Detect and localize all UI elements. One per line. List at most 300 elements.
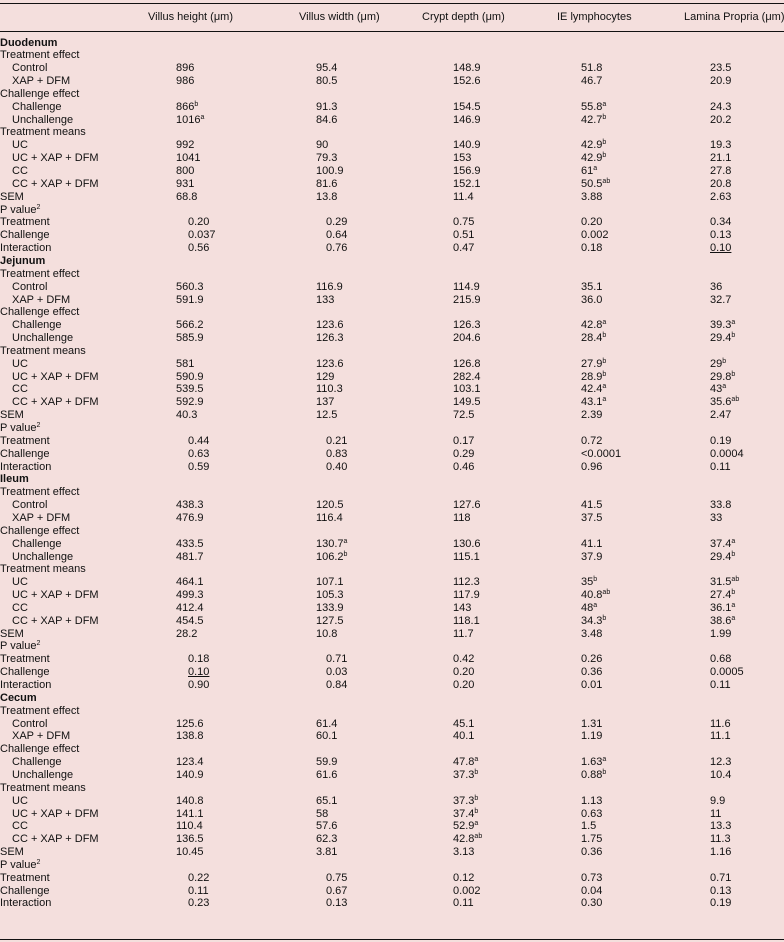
cell-value: 13.3 [710,820,732,833]
cell-value: 1.19 [581,730,603,743]
cell-value: 79.3 [316,152,338,165]
table-cell [710,383,726,396]
cell-value: 454.5 [176,614,204,627]
significance-letter: b [343,550,348,558]
cell-value: 12.5 [316,409,338,422]
row-label [0,191,24,204]
table-cell [581,512,602,525]
table-row [0,602,784,615]
cell-value: 84.6 [316,113,338,126]
group-label-row [0,49,784,62]
row-label-text: Unchallenge [12,113,74,126]
table-cell [176,396,204,409]
table-cell [316,332,344,345]
table-cell [581,165,597,178]
table-cell [316,512,343,525]
group-label-row [0,422,784,435]
row-label [0,435,50,448]
group-label-row [0,88,784,101]
cell-value: 0.0005 [710,666,744,679]
table-cell [316,589,344,602]
row-label-text: UC + XAP + DFM [12,370,99,383]
table-cell [710,409,731,422]
table-cell [176,589,204,602]
cell-value: 585.9 [176,332,204,345]
table-row [0,319,784,332]
cell-value: 9.9 [710,794,726,807]
table-cell [188,885,209,898]
table-row [0,461,784,474]
row-label [0,461,51,474]
cell-value: 37.5 [581,511,603,524]
row-label [12,808,99,821]
table-row [0,62,784,75]
cell-value: 116.4 [316,511,343,524]
table-row [0,666,784,679]
row-label-text: Challenge [0,884,50,897]
row-label-text: SEM [0,846,24,859]
table-cell [710,512,722,525]
row-label-text: P value [0,858,37,871]
section-heading-row [0,255,784,268]
cell-value: 126.3 [316,332,344,345]
cell-value: 800 [176,165,195,177]
table-cell [176,615,204,628]
row-label [0,859,40,872]
cell-value: 36.1 [710,601,732,614]
cell-value: 33 [710,511,723,524]
row-label [0,126,86,139]
table-cell [316,152,337,165]
row-label [12,139,28,152]
table-cell [316,820,337,833]
cell-value: <0.0001 [581,447,622,460]
cell-value: 21.1 [710,152,732,165]
cell-value: 29.4 [710,550,732,563]
table-row [0,615,784,628]
table-cell [710,589,735,602]
section-heading-row [0,473,784,486]
cell-value: 140.9 [176,768,204,781]
cell-value: 0.36 [581,846,603,859]
cell-value: 10.8 [316,627,338,640]
table-row [0,885,784,898]
cell-value: 37.3 [453,768,475,781]
significance-letter: b [593,576,598,584]
cell-value: 32.7 [710,293,732,306]
cell-value: 1.16 [710,846,732,859]
cell-value: 133 [316,293,335,306]
table-cell [316,319,344,332]
table-cell [176,538,204,551]
cell-value: 38.6 [710,614,732,627]
table-cell [453,178,481,191]
significance-letter: b [474,768,479,776]
row-label [12,795,28,808]
table-cell [453,795,478,808]
significance-letter: b [602,370,607,378]
row-label [12,576,28,589]
cell-value: 41.1 [581,537,603,550]
table-cell [176,281,204,294]
cell-value: 581 [176,357,195,370]
cell-value: 1.75 [581,833,603,846]
table-row [0,795,784,808]
row-label-text: Unchallenge [12,332,74,345]
table-cell [453,165,481,178]
cell-value: 592.9 [176,396,204,409]
row-label-text: Challenge [12,100,62,113]
row-label-text: CC + XAP + DFM [12,833,99,846]
cell-value: 40.8 [581,589,603,602]
table-row [0,846,784,859]
table-cell [188,679,209,692]
cell-value: 0.56 [188,242,210,255]
cell-value: 68.8 [176,190,198,203]
cell-value: 35 [581,576,594,589]
row-label [0,628,24,641]
cell-value: 3.88 [581,190,603,203]
row-label-text: Jejunum [0,254,46,267]
table-cell [581,897,602,910]
table-cell [188,872,209,885]
table-cell [581,332,606,345]
row-label-text: Unchallenge [12,768,74,781]
table-cell [176,152,200,165]
significance-letter: ab [474,833,483,841]
significance-letter: a [602,319,607,327]
table-cell [453,499,481,512]
table-cell [581,769,606,782]
table-row [0,718,784,731]
cell-value: 11.7 [453,627,474,640]
col-header-villus-width: Villus width (μm) [299,11,380,23]
significance-letter: b [474,807,479,815]
row-label-text: Treatment [0,871,50,884]
row-label-text: UC + XAP + DFM [12,152,99,165]
row-label [12,165,28,178]
row-label-text: UC + XAP + DFM [12,807,99,820]
row-label [0,216,50,229]
group-label-row [0,705,784,718]
table-cell [453,216,474,229]
cell-value: 50.5 [581,177,603,190]
cell-value: 1.5 [581,820,597,833]
table-cell [316,294,334,307]
cell-value: 11 [710,807,722,820]
table-cell [710,718,731,731]
table-cell [453,885,481,898]
table-cell [710,281,722,294]
cell-value: 36 [710,280,723,293]
cell-value: 130.6 [453,537,481,550]
table-cell [710,897,731,910]
table-cell [581,371,606,384]
cell-value: 156.9 [453,165,481,177]
table-cell [316,396,334,409]
cell-value: 152.1 [453,177,481,190]
table-cell [710,448,744,461]
cell-value: 0.68 [710,653,732,666]
cell-value: 40.1 [453,730,475,743]
table-cell [581,383,606,396]
row-label-text: Treatment means [0,126,86,139]
cell-value: 42.9 [581,139,603,152]
cell-value: 0.40 [326,460,348,473]
cell-value: 0.75 [326,871,348,884]
table-cell [581,191,602,204]
significance-letter: b [731,550,736,558]
row-label-text: Challenge [0,447,50,460]
cell-value: 0.29 [453,447,475,460]
table-cell [453,512,471,525]
significance-letter: b [722,357,727,365]
cell-value: 0.19 [710,897,732,910]
significance-letter: b [602,332,607,340]
table-cell [176,75,194,88]
row-label-text: Control [12,62,48,75]
row-label [0,743,79,756]
table-row [0,75,784,88]
cell-value: 3.48 [581,627,603,640]
table-cell [581,435,602,448]
significance-letter: ab [602,177,611,185]
table-cell [453,833,482,846]
table-row [0,358,784,371]
cell-value: 204.6 [453,332,481,345]
cell-value: 37.3 [453,794,475,807]
significance-letter: a [474,820,479,828]
table-row [0,551,784,564]
cell-value: 40.3 [176,409,198,422]
cell-value: 0.13 [326,897,348,910]
cell-value: 35.1 [581,280,603,293]
cell-value: 36.0 [581,293,603,306]
row-label-text: Challenge effect [0,87,80,100]
table-cell [453,358,481,371]
row-label-text: P value [0,640,37,653]
cell-value: 0.26 [581,653,603,666]
table-cell [188,448,209,461]
table-cell [581,448,621,461]
significance-letter: ab [602,589,611,597]
cell-value: 42.7 [581,113,603,126]
group-label-row [0,268,784,281]
table-cell [316,165,344,178]
table-cell [710,833,731,846]
cell-value: 0.42 [453,653,475,666]
cell-value: 117.9 [453,589,480,602]
cell-value: 100.9 [316,165,344,177]
cell-value: 866 [176,100,195,113]
cell-value: 35.6 [710,396,732,409]
cell-value: 130.7 [316,537,344,550]
cell-value: 65.1 [316,794,338,807]
cell-value: 0.46 [453,460,475,473]
table-cell [581,679,602,692]
table-top-rule [0,3,784,4]
cell-value: 60.1 [316,730,338,743]
table-row [0,499,784,512]
table-bottom-rule [0,939,784,940]
significance-letter: a [343,537,348,545]
table-row [0,101,784,114]
cell-value: 0.73 [581,871,603,884]
table-row [0,435,784,448]
row-label [0,422,40,435]
table-cell [453,383,481,396]
group-label-row [0,126,784,139]
cell-value: 0.002 [581,229,609,242]
cell-value: 0.04 [581,884,603,897]
cell-value: 11.1 [710,730,731,743]
table-cell [581,294,602,307]
table-cell [316,576,344,589]
cell-value: 0.18 [581,242,603,255]
table-cell [176,499,204,512]
table-cell [176,769,204,782]
row-label [12,718,47,731]
table-cell [453,769,478,782]
cell-value: 412.4 [176,601,204,614]
row-label-text: Unchallenge [12,550,74,563]
row-label-text: Interaction [0,460,52,473]
row-label [12,114,73,127]
table-cell [453,62,481,75]
table-cell [176,808,204,821]
row-label [0,653,50,666]
table-cell [326,679,347,692]
cell-value: 45.1 [453,717,475,730]
cell-value: 148.9 [453,62,481,75]
col-header-lamina-propria: Lamina Propria (μm) [684,11,784,23]
cell-value: 20.8 [710,177,732,190]
table-cell [581,846,602,859]
row-label [0,563,86,576]
cell-value: 140.8 [176,794,204,807]
cell-value: 42.8 [453,833,475,846]
table-cell [710,679,731,692]
table-cell [176,730,204,743]
cell-value: 1.31 [581,717,603,730]
table-cell [326,448,347,461]
table-cell [176,820,203,833]
cell-value: 123.6 [316,319,344,332]
table-row [0,897,784,910]
row-label-text: Interaction [0,242,52,255]
cell-value: 43.1 [581,396,603,409]
table-cell [581,461,602,474]
row-label-text: Interaction [0,897,52,910]
cell-value: 2.39 [581,409,603,422]
table-cell [710,615,735,628]
table-cell [316,409,337,422]
section-heading-row [0,692,784,705]
group-label-row [0,743,784,756]
cell-value: 3.13 [453,846,475,859]
cell-value: 0.03 [326,666,348,679]
table-cell [581,653,602,666]
row-label [12,358,28,371]
table-cell [581,730,602,743]
row-label [0,692,37,705]
cell-value: 43 [710,383,723,396]
cell-value: 896 [176,62,195,75]
cell-value: 95.4 [316,62,338,75]
row-label-text: UC [12,139,28,152]
cell-value: 28.4 [581,332,603,345]
table-cell [316,846,337,859]
row-label [0,473,29,486]
row-label-text: Challenge [12,537,62,550]
cell-value: 140.9 [453,139,481,152]
table-cell [453,229,474,242]
cell-value: 0.83 [326,447,348,460]
table-cell [710,396,739,409]
table-cell [581,178,610,191]
row-label [0,897,51,910]
table-cell [581,833,602,846]
table-row [0,769,784,782]
row-label-text: Treatment effect [0,486,80,499]
table-cell [710,101,731,114]
cell-value: 123.4 [176,756,204,769]
cell-value: 0.13 [710,229,732,242]
table-cell [316,628,337,641]
significance-letter: a [593,601,598,609]
row-label [12,396,99,409]
cell-value: 0.002 [453,884,481,897]
table-cell [326,666,347,679]
footnote-marker: 2 [36,422,41,429]
cell-value: 0.36 [581,666,603,679]
cell-value: 118.1 [453,614,480,627]
table-cell [453,191,474,204]
cell-value: 126.8 [453,357,481,370]
significance-letter: b [731,370,736,378]
table-cell [188,897,209,910]
table-cell [176,846,204,859]
table-cell [316,114,337,127]
cell-value: 110.3 [316,383,343,396]
significance-letter: b [731,589,736,597]
row-label [0,885,50,898]
table-cell [176,628,197,641]
footnote-marker: 2 [36,640,41,648]
cell-value: 20.2 [710,113,732,126]
cell-value: 57.6 [316,820,338,833]
table-cell [453,139,481,152]
table-cell [581,576,597,589]
cell-value: 39.3 [710,319,732,332]
table-row [0,820,784,833]
cell-value: 0.30 [581,897,603,910]
cell-value: 986 [176,75,195,88]
table-cell [453,101,481,114]
cell-value: 0.51 [453,229,475,242]
cell-value: 0.11 [188,884,209,897]
col-header-crypt-depth: Crypt depth (μm) [422,11,505,23]
significance-letter: a [602,100,607,108]
row-label [0,242,51,255]
table-cell [316,62,337,75]
table-row [0,242,784,255]
row-label [12,319,62,332]
cell-value: 0.17 [453,434,475,447]
table-cell [176,383,204,396]
cell-value: 91.3 [316,100,338,113]
cell-value: 438.3 [176,499,204,512]
